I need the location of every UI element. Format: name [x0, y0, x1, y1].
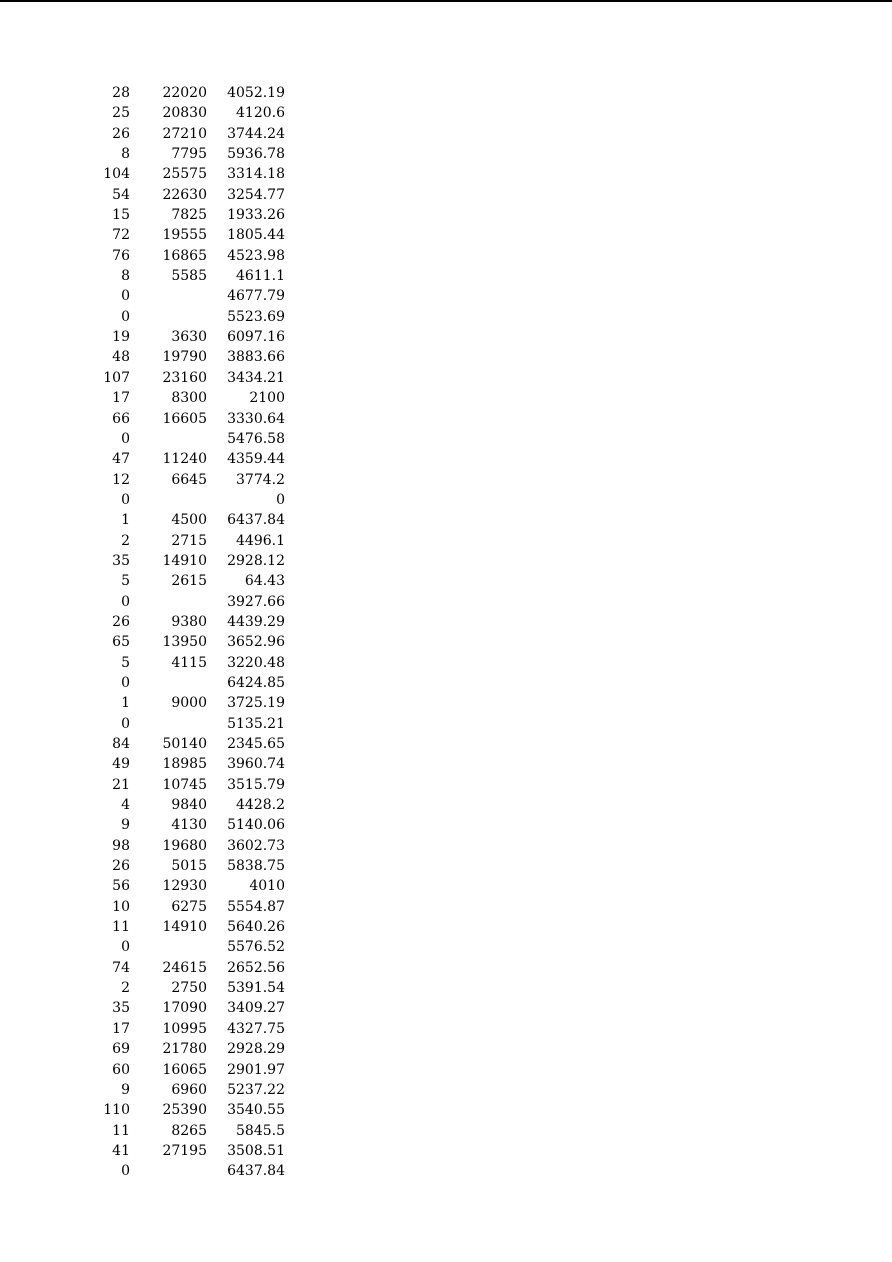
table-body: [100, 83, 285, 1182]
table-cell-col-2: [130, 592, 207, 612]
table-row: [100, 490, 285, 510]
table-cell-col-1: 26: [112, 613, 130, 630]
table-cell-col-3: 5640.26: [227, 919, 285, 936]
table-cell-col-3: 4611.1: [236, 268, 285, 285]
table-cell-col-1: 66: [112, 410, 130, 427]
table-cell-col-3: 3652.96: [227, 634, 285, 651]
table-row: [100, 551, 285, 571]
table-cell-col-1: 0: [121, 939, 130, 956]
table-cell-col-1: 54: [112, 186, 130, 203]
table-cell-col-1: 1: [121, 512, 130, 529]
table-row: [100, 225, 285, 245]
table-cell-col-3: 3540.55: [227, 1102, 285, 1119]
table-row: [100, 978, 285, 998]
table-cell-col-3: 3883.66: [227, 349, 285, 366]
table-cell-col-2: 16605: [162, 410, 207, 427]
table-cell-col-2: [130, 490, 207, 510]
table-cell-col-1: 26: [112, 858, 130, 875]
table-cell-col-2: [130, 286, 207, 306]
table-cell-col-1: 74: [112, 959, 130, 976]
table-row: [100, 1080, 285, 1100]
table-row: [100, 571, 285, 591]
table-row: [100, 612, 285, 632]
table-cell-col-1: 2: [121, 532, 130, 549]
table-cell-col-2: 6960: [171, 1081, 207, 1098]
table-cell-col-2: 17090: [162, 1000, 207, 1017]
table-cell-col-2: 22020: [162, 85, 207, 101]
table-cell-col-1: 4: [121, 797, 130, 814]
table-row: [100, 124, 285, 144]
table-row: [100, 1039, 285, 1059]
table-cell-col-2: 5585: [171, 268, 207, 285]
table-cell-col-2: 6645: [171, 471, 207, 488]
table-cell-col-2: 25390: [162, 1102, 207, 1119]
table-cell-col-3: 3744.24: [227, 125, 285, 142]
table-cell-col-1: 1: [121, 695, 130, 712]
table-row: [100, 83, 285, 103]
table-cell-col-1: 72: [112, 227, 130, 244]
table-row: [100, 470, 285, 490]
table-cell-col-2: 50140: [162, 736, 207, 752]
table-cell-col-3: 5135.21: [227, 715, 285, 732]
table-cell-col-2: [130, 673, 207, 693]
table-cell-col-2: 14910: [162, 919, 207, 936]
table-cell-col-3: 4523.98: [227, 247, 285, 264]
table-row: [100, 429, 285, 449]
table-cell-col-2: 10995: [162, 1020, 207, 1037]
table-cell-col-2: [130, 307, 207, 327]
table-cell-col-2: [130, 429, 207, 449]
table-cell-col-1: 0: [121, 308, 130, 325]
table-cell-col-1: 5: [121, 654, 130, 671]
table-cell-col-3: 3508.51: [227, 1142, 285, 1159]
table-row: [100, 409, 285, 429]
table-cell-col-2: 8300: [171, 390, 207, 407]
table-cell-col-3: 1933.26: [227, 207, 285, 224]
table-cell-col-2: 19680: [162, 837, 207, 854]
table-cell-col-3: 6437.84: [227, 512, 285, 529]
table-cell-col-3: 3927.66: [227, 593, 285, 610]
table-cell-col-1: 65: [112, 634, 130, 651]
table-row: [100, 144, 285, 164]
table-cell-col-1: 17: [112, 1020, 130, 1037]
table-cell-col-2: 24615: [162, 959, 207, 976]
table-cell-col-1: 0: [121, 288, 130, 305]
table-cell-col-2: 2750: [171, 980, 207, 997]
table-cell-col-3: 3774.2: [236, 471, 285, 488]
table-row: [100, 592, 285, 612]
table-cell-col-2: 10745: [162, 776, 207, 793]
table-cell-col-2: 22630: [162, 186, 207, 203]
table-cell-col-2: [130, 714, 207, 734]
table-cell-col-1: 84: [112, 736, 130, 752]
table-cell-col-3: 3254.77: [227, 186, 285, 203]
table-cell-col-3: 5523.69: [227, 308, 285, 325]
table-cell-col-1: 110: [103, 1102, 130, 1119]
table-cell-col-2: 4115: [171, 654, 207, 671]
table-cell-col-1: 17: [112, 390, 130, 407]
table-cell-col-1: 0: [121, 491, 130, 508]
table-row: [100, 714, 285, 734]
table-cell-col-2: 12930: [162, 878, 207, 895]
table-cell-col-3: 4052.19: [227, 85, 285, 101]
table-cell-col-1: 9: [121, 1081, 130, 1098]
table-row: [100, 1141, 285, 1161]
table-row: [100, 307, 285, 327]
table-row: [100, 164, 285, 184]
table-cell-col-1: 9: [121, 817, 130, 834]
table-row: [100, 286, 285, 306]
table-cell-col-1: 21: [112, 776, 130, 793]
table-cell-col-2: 9840: [171, 797, 207, 814]
table-cell-col-3: 2652.56: [227, 959, 285, 976]
table-row: [100, 103, 285, 123]
table-row: [100, 388, 285, 408]
table-cell-col-1: 48: [112, 349, 130, 366]
table-cell-col-3: 2901.97: [227, 1061, 285, 1078]
table-cell-col-2: [130, 1161, 207, 1181]
table-cell-col-1: 41: [112, 1142, 130, 1159]
table-cell-col-2: 7825: [171, 207, 207, 224]
table-cell-col-3: 4428.2: [236, 797, 285, 814]
table-row: [100, 368, 285, 388]
table-row: [100, 693, 285, 713]
table-cell-col-1: 0: [121, 593, 130, 610]
table-cell-col-2: 16865: [162, 247, 207, 264]
table-cell-col-2: 6275: [171, 898, 207, 915]
table-row: [100, 897, 285, 917]
table-row: [100, 266, 285, 286]
table-cell-col-1: 49: [112, 756, 130, 773]
table-cell-col-1: 35: [112, 552, 130, 569]
table-cell-col-3: 3220.48: [227, 654, 285, 671]
table-cell-col-1: 8: [121, 146, 130, 163]
table-cell-col-2: 3630: [171, 329, 207, 346]
table-cell-col-3: 5476.58: [227, 430, 285, 447]
table-cell-col-3: 4439.29: [227, 613, 285, 630]
table-cell-col-2: 8265: [171, 1122, 207, 1139]
table-cell-col-3: 5838.75: [227, 858, 285, 875]
table-cell-col-3: 2928.29: [227, 1041, 285, 1058]
page-top-border: [0, 0, 892, 2]
table-cell-col-1: 47: [112, 451, 130, 468]
table-cell-col-3: 6424.85: [227, 674, 285, 691]
table-cell-col-1: 107: [103, 369, 130, 386]
table-row: [100, 632, 285, 652]
table-cell-col-3: 2345.65: [227, 736, 285, 752]
table-row: [100, 347, 285, 367]
table-cell-col-2: 4500: [171, 512, 207, 529]
table-row: [100, 754, 285, 774]
table-cell-col-1: 60: [112, 1061, 130, 1078]
table-cell-col-1: 2: [121, 980, 130, 997]
table-row: [100, 1161, 285, 1181]
table-cell-col-1: 15: [112, 207, 130, 224]
table-cell-col-2: [130, 937, 207, 957]
table-cell-col-3: 4496.1: [236, 532, 285, 549]
table-cell-col-2: 16065: [162, 1061, 207, 1078]
table-row: [100, 958, 285, 978]
table-cell-col-3: 6097.16: [227, 329, 285, 346]
table-row: [100, 998, 285, 1018]
table-cell-col-3: 4359.44: [227, 451, 285, 468]
table-row: [100, 653, 285, 673]
table-row: [100, 856, 285, 876]
table-cell-col-2: 20830: [162, 105, 207, 122]
table-row: [100, 449, 285, 469]
table-cell-col-3: 5140.06: [227, 817, 285, 834]
table-cell-col-3: 0: [276, 491, 285, 508]
table-cell-col-3: 6437.84: [227, 1163, 285, 1180]
table-cell-col-3: 5237.22: [227, 1081, 285, 1098]
table-cell-col-2: 7795: [171, 146, 207, 163]
table-cell-col-1: 11: [112, 1122, 130, 1139]
table-cell-col-1: 12: [112, 471, 130, 488]
table-cell-col-1: 5: [121, 573, 130, 590]
table-row: [100, 185, 285, 205]
table-cell-col-1: 10: [112, 898, 130, 915]
table-cell-col-3: 3725.19: [227, 695, 285, 712]
table-cell-col-2: 19555: [162, 227, 207, 244]
table-cell-col-1: 28: [112, 85, 130, 101]
table-cell-col-1: 8: [121, 268, 130, 285]
table-row: [100, 205, 285, 225]
table-row: [100, 1100, 285, 1120]
table-cell-col-1: 104: [103, 166, 130, 183]
table-cell-col-3: 2928.12: [227, 552, 285, 569]
table-cell-col-3: 3602.73: [227, 837, 285, 854]
table-cell-col-2: 5015: [171, 858, 207, 875]
table-row: [100, 1019, 285, 1039]
table-cell-col-2: 9000: [171, 695, 207, 712]
table-row: [100, 673, 285, 693]
table-cell-col-3: 1805.44: [227, 227, 285, 244]
table-cell-col-3: 3409.27: [227, 1000, 285, 1017]
data-table: [100, 83, 285, 1182]
table-cell-col-1: 25: [112, 105, 130, 122]
table-cell-col-1: 35: [112, 1000, 130, 1017]
table-cell-col-3: 5554.87: [227, 898, 285, 915]
table-cell-col-1: 69: [112, 1041, 130, 1058]
table-cell-col-2: 2715: [171, 532, 207, 549]
table-row: [100, 327, 285, 347]
table-cell-col-3: 5576.52: [227, 939, 285, 956]
table-row: [100, 795, 285, 815]
table-cell-col-3: 3960.74: [227, 756, 285, 773]
table-cell-col-3: 4327.75: [227, 1020, 285, 1037]
table-row: [100, 1121, 285, 1141]
table-cell-col-1: 76: [112, 247, 130, 264]
table-cell-col-2: 27210: [162, 125, 207, 142]
table-row: [100, 510, 285, 530]
table-cell-col-3: 3434.21: [227, 369, 285, 386]
table-row: [100, 917, 285, 937]
table-cell-col-2: 2615: [171, 573, 207, 590]
table-cell-col-3: 4120.6: [236, 105, 285, 122]
table-cell-col-1: 56: [112, 878, 130, 895]
table-cell-col-2: 9380: [171, 613, 207, 630]
table-cell-col-3: 4677.79: [227, 288, 285, 305]
table-cell-col-2: 18985: [162, 756, 207, 773]
table-row: [100, 876, 285, 896]
table-cell-col-3: 5391.54: [227, 980, 285, 997]
table-cell-col-2: 14910: [162, 552, 207, 569]
table-cell-col-2: 13950: [162, 634, 207, 651]
table-cell-col-3: 5936.78: [227, 146, 285, 163]
table-cell-col-3: 4010: [249, 878, 285, 895]
table-cell-col-2: 11240: [162, 451, 207, 468]
table-row: [100, 531, 285, 551]
table-cell-col-1: 11: [112, 919, 130, 936]
table-cell-col-1: 98: [112, 837, 130, 854]
table-cell-col-3: 64.43: [244, 573, 285, 590]
table-cell-col-3: 2100: [249, 390, 285, 407]
table-cell-col-2: 19790: [162, 349, 207, 366]
table-cell-col-2: 4130: [171, 817, 207, 834]
table-cell-col-3: 3330.64: [227, 410, 285, 427]
table-cell-col-2: 23160: [162, 369, 207, 386]
table-row: [100, 775, 285, 795]
table-row: [100, 1060, 285, 1080]
table-cell-col-1: 0: [121, 674, 130, 691]
table-cell-col-3: 3515.79: [227, 776, 285, 793]
table-row: [100, 246, 285, 266]
table-cell-col-1: 26: [112, 125, 130, 142]
table-cell-col-2: 25575: [162, 166, 207, 183]
table-row: [100, 734, 285, 754]
table-cell-col-3: 5845.5: [236, 1122, 285, 1139]
table-row: [100, 937, 285, 957]
table-cell-col-1: 0: [121, 430, 130, 447]
table-cell-col-1: 0: [121, 715, 130, 732]
table-cell-col-2: 27195: [162, 1142, 207, 1159]
table-cell-col-3: 3314.18: [227, 166, 285, 183]
table-row: [100, 836, 285, 856]
table-row: [100, 815, 285, 835]
table-cell-col-1: 0: [121, 1163, 130, 1180]
table-cell-col-2: 21780: [162, 1041, 207, 1058]
table-cell-col-1: 19: [112, 329, 130, 346]
